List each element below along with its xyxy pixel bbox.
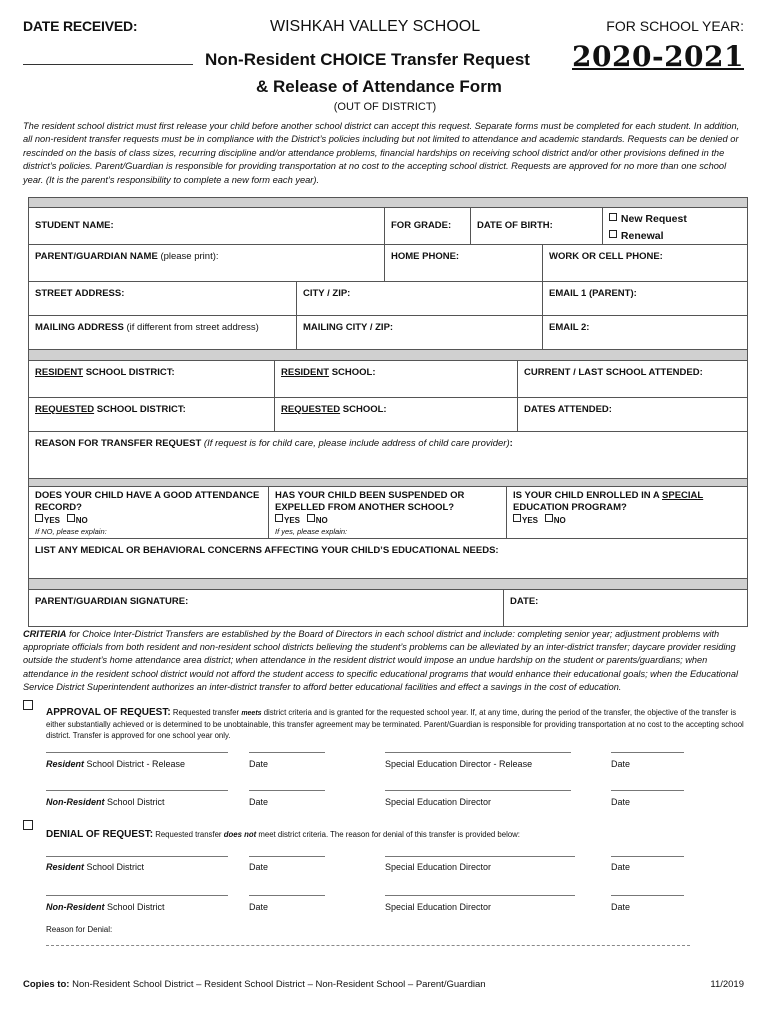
special-ed-pre: IS YOUR CHILD ENROLLED IN A	[513, 490, 663, 501]
criteria-paragraph	[23, 628, 747, 694]
mailing-row	[28, 316, 748, 350]
separator-bar	[28, 579, 748, 590]
approval-checkbox-icon[interactable]	[23, 700, 33, 710]
denial-reason-label: Reason for Denial:	[46, 925, 113, 934]
resident-district-label: SCHOOL DISTRICT:	[85, 367, 175, 378]
denial-sped-label: Special Education Director	[385, 902, 492, 912]
checkbox-icon[interactable]	[275, 514, 283, 522]
denial-nonresident-label	[46, 902, 165, 912]
signature-line[interactable]	[46, 790, 228, 791]
email1-label: EMAIL 1 (PARENT):	[549, 288, 637, 299]
approval-text-pre: Requested transfer	[170, 708, 242, 717]
denial-text-post: meet district criteria. The reason for denial of this transfer is provided below:	[256, 830, 520, 839]
attendance-options	[35, 514, 262, 525]
date-received-line[interactable]	[23, 54, 193, 65]
for-grade-field[interactable]	[384, 208, 470, 244]
checkbox-icon[interactable]	[609, 230, 617, 238]
for-grade-label: FOR GRADE:	[391, 220, 452, 231]
requested-school-field[interactable]	[274, 398, 517, 431]
special-ed-special: SPECIAL	[662, 490, 704, 501]
attendance-explain-note: If NO, please explain:	[35, 527, 107, 536]
special-ed-options	[513, 514, 741, 525]
student-name-field[interactable]	[29, 208, 384, 244]
nonresident-bold: Non-Resident	[46, 902, 105, 912]
signature-row	[28, 590, 748, 627]
signature-date-label: DATE:	[510, 596, 539, 607]
nonresident-rest: School District	[104, 797, 165, 807]
resident-row	[28, 361, 748, 398]
resident-school-label: SCHOOL:	[331, 367, 376, 378]
email1-field[interactable]	[542, 282, 747, 315]
criteria-text: for Choice Inter-District Transfers are established by the Board of Directors in each school district and include: completing senior year; adjustment problems with appropriate officials from both resident and non-resident school districts believing the student’s problems can be alleviated by an inter-district transfer; daycare provider residing outside the student’s home attendance area district; when attendance in the resident district would impose an undue hardship on the student or parents/guardians; when attendance in the resident school district would not afford the student access to specific educational programs that would enhance their educational goals; when the Educational Service District Superintendent authorizes an inter-district transfer to afford better educational facilities and effect a savings in the cost of education.	[23, 629, 739, 692]
copies-to	[23, 979, 486, 990]
signature-line[interactable]	[611, 790, 684, 791]
city-zip-label: CITY / ZIP:	[303, 288, 351, 299]
email2-field[interactable]	[542, 316, 747, 349]
date-label: Date	[611, 862, 631, 872]
signature-line[interactable]	[385, 895, 575, 896]
reason-colon: :	[509, 438, 513, 449]
approval-sped-label: Special Education Director	[385, 797, 492, 807]
approval-sped-release-label: Special Education Director - Release	[385, 759, 533, 769]
mailing-address-field[interactable]	[29, 316, 296, 349]
checkbox-icon[interactable]	[67, 514, 75, 522]
signature-line[interactable]	[611, 856, 684, 857]
date-of-birth-field[interactable]	[470, 208, 602, 244]
parent-signature-field[interactable]	[29, 590, 503, 626]
denial-text-pre: Requested transfer	[153, 830, 224, 839]
resident-bold: Resident	[46, 862, 85, 872]
reason-note: (If request is for child care, please include address of child care provider)	[203, 438, 510, 449]
date-label: Date	[611, 797, 631, 807]
requested-word: REQUESTED	[281, 404, 341, 415]
school-year: 2020-2021	[572, 40, 744, 73]
requested-district-field[interactable]	[29, 398, 274, 431]
requested-school-label: SCHOOL:	[342, 404, 387, 415]
address-row	[28, 282, 748, 316]
date-label: Date	[249, 797, 269, 807]
attendance-question-text: DOES YOUR CHILD HAVE A GOOD ATTENDANCE RECORD?	[35, 490, 260, 513]
approval-text-post: district criteria and is granted for the requested school year. If, at any time, during the period of the transfer, the objective of the transfer is either substantially achieved or is determined to be unobtainable, this transfer agreement may be terminated. Parent/Guardian is responsible for providing transportation at no cost to the accepting school district. Transfer is approved for one school year only.	[46, 708, 744, 740]
dates-attended-label: DATES ATTENDED:	[524, 404, 612, 415]
signature-line[interactable]	[385, 790, 571, 791]
checkbox-icon[interactable]	[545, 514, 553, 522]
current-school-label: CURRENT / LAST SCHOOL ATTENDED:	[524, 367, 703, 378]
signature-line[interactable]	[385, 752, 571, 753]
requested-row	[28, 398, 748, 432]
medical-field[interactable]	[29, 539, 747, 578]
request-form	[28, 197, 748, 627]
special-ed-post: EDUCATION PROGRAM?	[513, 502, 627, 513]
work-phone-label: WORK OR CELL PHONE:	[549, 251, 663, 262]
separator-bar	[28, 479, 748, 487]
special-ed-question	[506, 487, 747, 538]
signature-line[interactable]	[249, 856, 325, 857]
home-phone-field[interactable]	[384, 245, 542, 281]
approval-heading	[46, 707, 746, 741]
suspended-question	[268, 487, 506, 538]
checkbox-icon[interactable]	[609, 213, 617, 221]
signature-line[interactable]	[249, 790, 325, 791]
signature-line[interactable]	[385, 856, 575, 857]
mailing-city-zip-field[interactable]	[296, 316, 542, 349]
signature-line[interactable]	[46, 752, 228, 753]
home-phone-label: HOME PHONE:	[391, 251, 460, 262]
student-row	[28, 208, 748, 245]
intro-paragraph: The resident school district must first release your child before another school district can accept this request. Separate forms must be completed for each student. In addition, all non-resident transfer requests must be in compliance with the District’s policies including but not limited to attendance and academic standards. Requests can be denied or rescinded on the basis of class sizes, recurring discipline and/or attendance problems, financial hardships on receiving school district and/or other provisions defined in the district’s policies. Parent/Guardian is responsible for providing transportation at no cost to the accepting school district. Requests are approved for no more than one school year. (It is the parent’s responsibility to complete a new form each year).	[23, 121, 740, 185]
date-label: Date	[611, 902, 631, 912]
denial-title: DENIAL OF REQUEST:	[46, 829, 154, 840]
copies-text: Non-Resident School District – Resident School District – Non-Resident School – Parent/Guardian	[69, 979, 486, 990]
mailing-address-note: (if different from street address)	[126, 322, 259, 333]
nonresident-rest: School District	[104, 902, 165, 912]
approval-meets: meets	[241, 710, 262, 717]
resident-school-field[interactable]	[274, 361, 517, 397]
approval-resident-label	[46, 759, 185, 769]
parent-name-field[interactable]	[29, 245, 384, 281]
requested-word: REQUESTED	[35, 404, 95, 415]
signature-date-field[interactable]	[503, 590, 747, 626]
denial-heading	[46, 829, 746, 840]
parent-name-label: PARENT/GUARDIAN NAME	[35, 251, 158, 262]
separator-bar	[28, 350, 748, 361]
renewal-label: Renewal	[620, 230, 664, 242]
street-address-field[interactable]	[29, 282, 296, 315]
reason-label: REASON FOR TRANSFER REQUEST	[35, 438, 202, 449]
student-name-label: STUDENT NAME:	[35, 220, 114, 231]
mailing-city-zip-label: MAILING CITY / ZIP:	[303, 322, 394, 333]
yes-label: YES	[44, 516, 61, 525]
date-label: Date	[249, 902, 269, 912]
request-type-field	[602, 208, 747, 244]
date-received-label: DATE RECEIVED:	[23, 18, 138, 34]
date-label: Date	[249, 759, 269, 769]
no-label: NO	[315, 516, 328, 525]
approval-title: APPROVAL OF REQUEST:	[46, 707, 171, 718]
denial-resident-label	[46, 862, 144, 872]
requested-district-label: SCHOOL DISTRICT:	[96, 404, 186, 415]
form-title-line1: Non-Resident CHOICE Transfer Request	[205, 50, 530, 69]
denial-does-not: does not	[223, 830, 257, 839]
attendance-question	[29, 487, 268, 538]
date-label: Date	[249, 862, 269, 872]
resident-rest: School District - Release	[84, 759, 186, 769]
new-request-label: New Request	[620, 213, 687, 225]
form-title-line2: & Release of Attendance Form	[256, 77, 502, 96]
renewal-option[interactable]	[609, 228, 741, 245]
reason-field[interactable]	[29, 432, 747, 478]
school-name: WISHKAH VALLEY SCHOOL	[270, 18, 481, 35]
no-label: NO	[75, 516, 88, 525]
date-of-birth-label: DATE OF BIRTH:	[477, 220, 553, 231]
dates-attended-field[interactable]	[517, 398, 747, 431]
suspended-explain-note: If yes, please explain:	[275, 527, 348, 536]
denial-reason-line[interactable]	[46, 945, 690, 946]
date-label: Date	[611, 759, 631, 769]
suspended-question-text: HAS YOUR CHILD BEEN SUSPENDED OR EXPELLED FROM ANOTHER SCHOOL?	[275, 490, 465, 513]
denial-checkbox-icon[interactable]	[23, 820, 33, 830]
signature-line[interactable]	[611, 895, 684, 896]
for-school-year-label: FOR SCHOOL YEAR:	[606, 18, 744, 34]
criteria-label: CRITERIA	[23, 629, 67, 639]
approval-nonresident-label	[46, 797, 165, 807]
parent-signature-label: PARENT/GUARDIAN SIGNATURE:	[35, 596, 189, 607]
resident-word: RESIDENT	[35, 367, 84, 378]
denial-sped-label: Special Education Director	[385, 862, 492, 872]
checkbox-icon[interactable]	[513, 514, 521, 522]
city-zip-field[interactable]	[296, 282, 542, 315]
signature-line[interactable]	[249, 752, 325, 753]
signature-line[interactable]	[46, 856, 228, 857]
nonresident-bold: Non-Resident	[46, 797, 105, 807]
reason-row	[28, 432, 748, 479]
questions-row	[28, 487, 748, 539]
special-ed-question-text	[513, 490, 741, 514]
signature-line[interactable]	[249, 895, 325, 896]
medical-label: LIST ANY MEDICAL OR BEHAVIORAL CONCERNS AFFECTING YOUR CHILD’S EDUCATIONAL NEEDS:	[35, 545, 499, 556]
medical-row	[28, 539, 748, 579]
work-phone-field[interactable]	[542, 245, 747, 281]
separator-bar	[28, 197, 748, 208]
resident-word: RESIDENT	[281, 367, 330, 378]
parent-name-note: (please print):	[160, 251, 219, 262]
no-label: NO	[553, 516, 566, 525]
email2-label: EMAIL 2:	[549, 322, 590, 333]
revision-date: 11/2019	[710, 979, 744, 990]
new-request-option[interactable]	[609, 211, 741, 228]
yes-label: YES	[522, 516, 539, 525]
copies-label: Copies to:	[23, 979, 70, 990]
street-address-label: STREET ADDRESS:	[35, 288, 125, 299]
yes-label: YES	[284, 516, 301, 525]
parent-row	[28, 245, 748, 282]
signature-line[interactable]	[46, 895, 228, 896]
resident-bold: Resident	[46, 759, 85, 769]
resident-district-field[interactable]	[29, 361, 274, 397]
form-subtitle: (OUT OF DISTRICT)	[333, 101, 437, 113]
current-school-field[interactable]	[517, 361, 747, 397]
signature-line[interactable]	[611, 752, 684, 753]
checkbox-icon[interactable]	[307, 514, 315, 522]
suspended-options	[275, 514, 500, 525]
checkbox-icon[interactable]	[35, 514, 43, 522]
mailing-address-label: MAILING ADDRESS	[35, 322, 124, 333]
resident-rest: School District	[84, 862, 145, 872]
